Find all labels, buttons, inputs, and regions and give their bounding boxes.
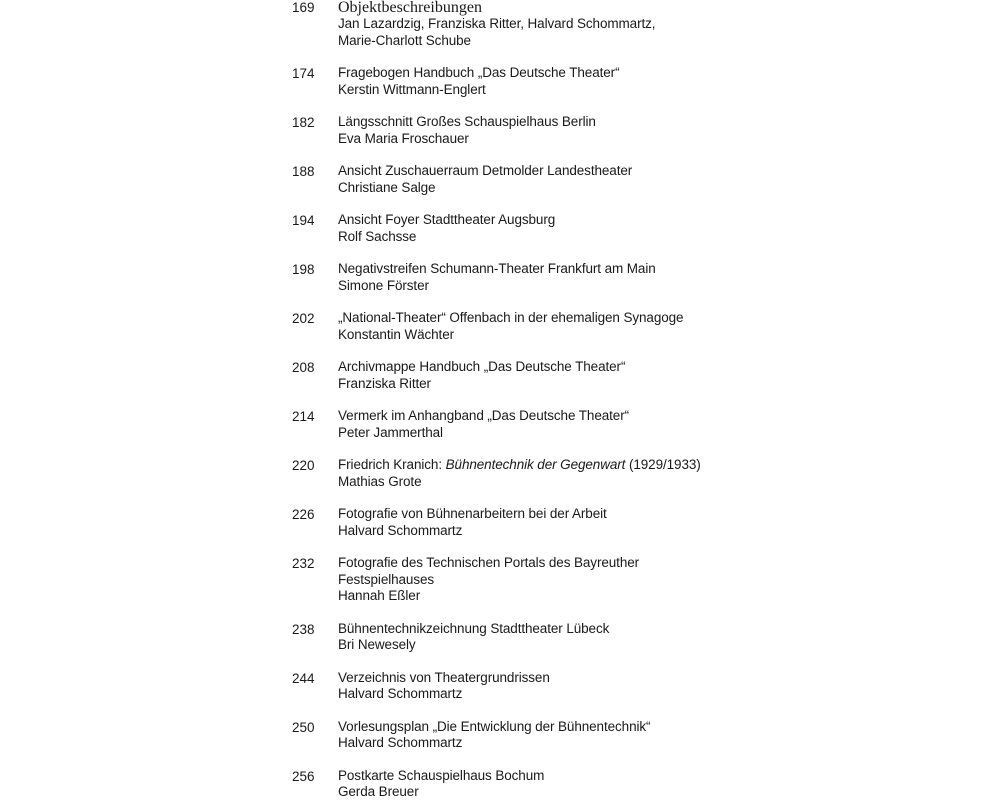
toc-entry[interactable] <box>292 261 792 294</box>
entry-title: Ansicht Zuschauerraum Detmolder Landestheater <box>338 163 633 178</box>
entry-body <box>338 555 792 605</box>
toc-entry[interactable] <box>292 506 792 539</box>
entry-body <box>338 719 792 752</box>
page-number: 188 <box>292 164 315 179</box>
entry-title: Vorlesungsplan „Die Entwicklung der Bühnentechnik“ <box>338 718 651 734</box>
page-number: 232 <box>292 556 315 571</box>
page-number: 208 <box>292 360 315 375</box>
entry-author: Simone Förster <box>338 277 429 293</box>
entry-author: Franziska Ritter <box>338 375 431 391</box>
entry-title-italic: Bühnentechnik der Gegenwart <box>445 457 626 472</box>
page-number: 169 <box>292 0 315 15</box>
entry-body <box>338 768 792 801</box>
entry-body <box>338 408 792 441</box>
entry-title-prefix: Friedrich Kranich: <box>338 457 446 472</box>
toc-entry[interactable] <box>292 359 792 392</box>
entry-body <box>338 261 792 294</box>
page-number: 174 <box>292 66 315 81</box>
entry-author: Marie-Charlott Schube <box>338 32 471 48</box>
page-number: 214 <box>292 409 315 424</box>
entry-title: Längsschnitt Großes Schauspielhaus Berlin <box>338 114 596 129</box>
entry-title: Archivmappe Handbuch „Das Deutsche Theater“ <box>338 359 626 374</box>
entry-body <box>338 457 792 490</box>
entry-author: Hannah Eßler <box>338 588 421 603</box>
toc-entry[interactable] <box>292 670 792 703</box>
entry-body <box>338 65 792 98</box>
entry-author: Jan Lazardzig, Franziska Ritter, Halvard Schommartz, <box>338 16 656 31</box>
entry-title-suffix: (1929/1933) <box>625 457 701 472</box>
entry-title: Verzeichnis von Theatergrundrissen <box>338 669 550 685</box>
page-number: 250 <box>292 719 315 735</box>
toc-entry[interactable] <box>292 555 792 605</box>
toc-entry[interactable] <box>292 163 792 196</box>
page-number: 244 <box>292 670 315 686</box>
toc-entry[interactable] <box>292 114 792 147</box>
entry-body <box>338 670 792 703</box>
page-number: 256 <box>292 768 315 784</box>
entry-title <box>338 457 792 474</box>
entry-title: Fragebogen Handbuch „Das Deutsche Theater“ <box>338 65 620 80</box>
entry-author: Peter Jammerthal <box>338 424 443 440</box>
entry-title: Fotografie von Bühnenarbeitern bei der Arbeit <box>338 506 607 521</box>
entry-author: Eva Maria Froschauer <box>338 130 469 146</box>
entry-title: Festspielhauses <box>338 571 435 587</box>
page-number: 182 <box>292 115 315 130</box>
toc-entry[interactable] <box>292 621 792 654</box>
entry-body <box>338 212 792 245</box>
entry-body <box>338 506 792 539</box>
entry-body <box>338 163 792 196</box>
entry-title: Fotografie des Technischen Portals des Bayreuther <box>338 555 640 570</box>
entry-author: Bri Newesely <box>338 637 416 652</box>
page-number: 220 <box>292 458 315 473</box>
entry-title: Ansicht Foyer Stadttheater Augsburg <box>338 212 556 227</box>
entry-author: Halvard Schommartz <box>338 686 463 701</box>
entry-title: Bühnentechnikzeichnung Stadttheater Lübeck <box>338 620 610 636</box>
entry-body <box>338 0 792 49</box>
entry-author: Kerstin Wittmann-Englert <box>338 81 486 97</box>
entry-author: Halvard Schommartz <box>338 522 463 538</box>
entry-author: Halvard Schommartz <box>338 735 463 750</box>
entry-body <box>338 359 792 392</box>
page-number: 238 <box>292 621 315 637</box>
entry-author: Konstantin Wächter <box>338 326 455 342</box>
entry-title: Vermerk im Anhangband „Das Deutsche Theater“ <box>338 408 630 423</box>
entry-author: Christiane Salge <box>338 179 436 195</box>
page-number: 194 <box>292 213 315 228</box>
entry-author: Mathias Grote <box>338 473 422 489</box>
page-number: 202 <box>292 311 315 326</box>
toc-entry[interactable] <box>292 768 792 801</box>
section-title: Objektbeschreibungen <box>338 0 482 16</box>
entry-author: Gerda Breuer <box>338 784 419 799</box>
toc-entry[interactable] <box>292 212 792 245</box>
entry-title: Negativstreifen Schumann-Theater Frankfurt am Main <box>338 261 656 276</box>
table-of-contents <box>292 0 792 801</box>
entry-title: Postkarte Schauspielhaus Bochum <box>338 767 545 783</box>
toc-entry[interactable] <box>292 457 792 490</box>
entry-body <box>338 114 792 147</box>
toc-entry[interactable] <box>292 310 792 343</box>
entry-title: „National-Theater“ Offenbach in der ehemaligen Synagoge <box>338 310 684 325</box>
toc-entry[interactable] <box>292 719 792 752</box>
entry-author: Rolf Sachsse <box>338 228 417 244</box>
page-number: 226 <box>292 507 315 522</box>
toc-entry[interactable] <box>292 0 792 49</box>
entry-body <box>338 310 792 343</box>
toc-entry[interactable] <box>292 65 792 98</box>
entry-body <box>338 621 792 654</box>
page-number: 198 <box>292 262 315 277</box>
toc-entry[interactable] <box>292 408 792 441</box>
